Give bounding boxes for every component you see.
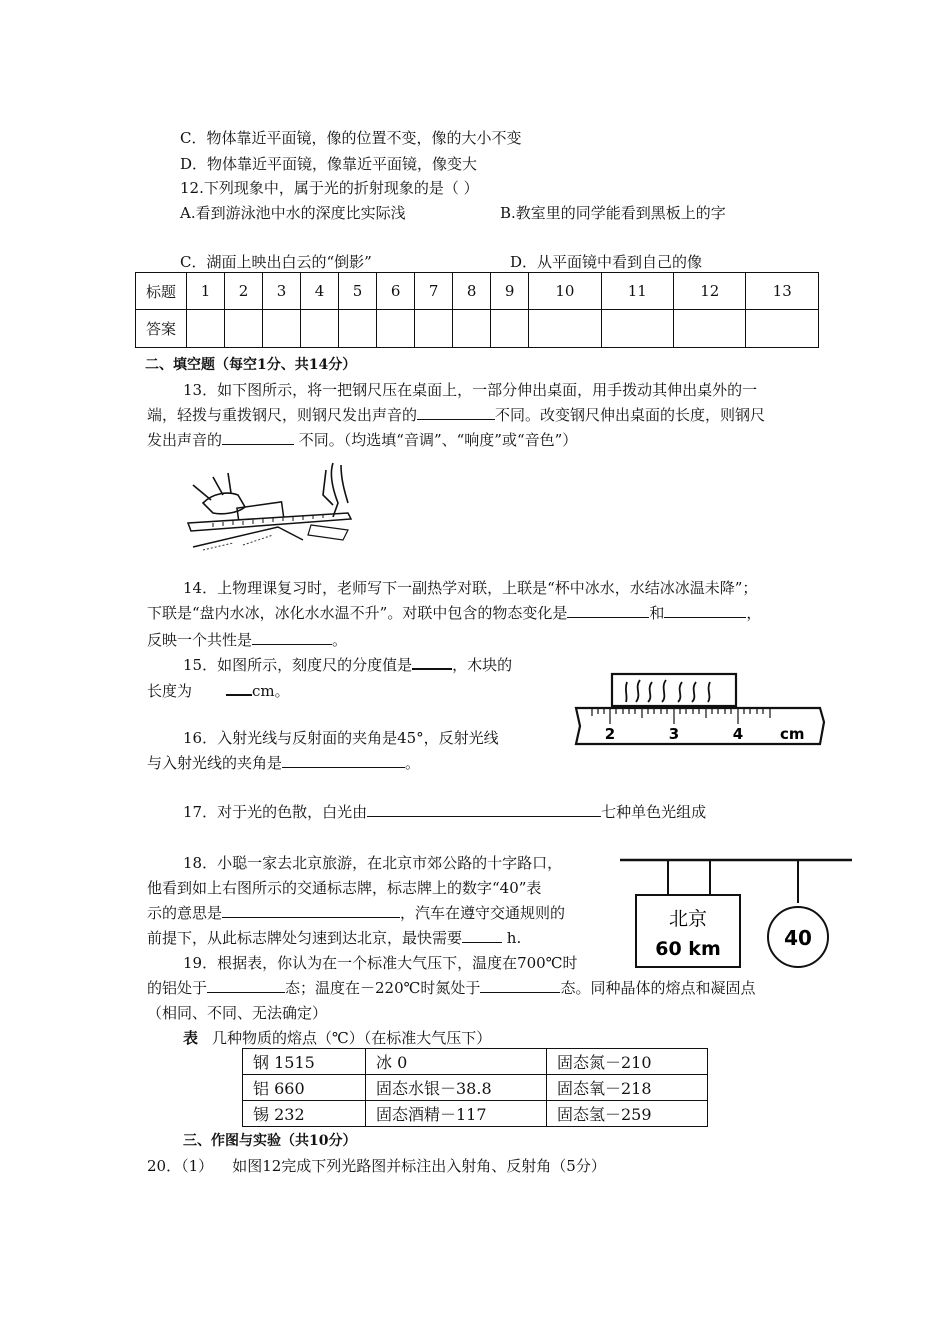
q15-blank-1[interactable] <box>412 654 452 670</box>
melting-table-caption-text: 几种物质的熔点（℃）（在标准大气压下） <box>212 1029 492 1047</box>
q15-blank-2[interactable] <box>226 680 252 696</box>
q19-blank-1[interactable] <box>207 978 285 993</box>
answer-table-number: 1 <box>187 273 225 310</box>
q14-line2-text-c: ， <box>746 604 762 622</box>
melting-cell: 铝 660 <box>243 1075 366 1101</box>
q12-option-a: A.看到游泳池中水的深度比实际浅 <box>180 204 406 222</box>
q16-line2 <box>147 753 420 773</box>
answer-cell[interactable] <box>529 310 601 348</box>
q14-line2-text-a: 下联是“盘内水冰，冰化水水温不升”。对联中包含的物态变化是 <box>147 604 568 622</box>
ruler-label-3: 3 <box>668 725 680 743</box>
q14-blank-3[interactable] <box>252 630 332 645</box>
q20-text: 20．（1） 如图12完成下列光路图并标注出入射角、反射角（5分） <box>147 1157 606 1175</box>
q11-option-d: D．物体靠近平面镜，像靠近平面镜，像变大 <box>180 155 478 173</box>
q16-line1: 16．入射光线与反射面的夹角是45°，反射光线 <box>183 729 499 747</box>
melting-cell: 固态水银－38.8 <box>366 1075 547 1101</box>
traffic-sign-figure <box>620 855 855 975</box>
q15-line2 <box>147 680 290 701</box>
melting-cell: 固态氢－259 <box>547 1101 708 1127</box>
answer-table-title-label: 标题 <box>136 273 187 310</box>
answer-cell[interactable] <box>601 310 673 348</box>
q12-option-b: B.教室里的同学能看到黑板上的字 <box>500 204 726 222</box>
answer-cell[interactable] <box>491 310 529 348</box>
melting-cell: 固态酒精－117 <box>366 1101 547 1127</box>
q15-line1-text-a: 15．如图所示，刻度尺的分度值是 <box>183 656 413 674</box>
q18-blank-1[interactable] <box>222 903 400 918</box>
answer-table <box>135 272 819 348</box>
section2-heading: 二、填空题（每空1分、共14分） <box>145 357 357 373</box>
q18-line1: 18．小聪一家去北京旅游，在北京市郊公路的十字路口， <box>183 854 563 872</box>
melting-cell: 钢 1515 <box>243 1049 366 1075</box>
q15-line2-text-a: 长度为 <box>147 682 193 700</box>
answer-table-number: 11 <box>601 273 673 310</box>
answer-cell[interactable] <box>377 310 415 348</box>
q11-option-c: C．物体靠近平面镜，像的位置不变，像的大小不变 <box>180 129 522 147</box>
q19-line1: 19．根据表，你认为在一个标准大气压下，温度在700℃时 <box>183 954 578 972</box>
q19-line2-text-c: 态。同种晶体的熔点和凝固点 <box>560 979 756 997</box>
melting-cell: 固态氮－210 <box>547 1049 708 1075</box>
answer-table-number: 10 <box>529 273 601 310</box>
answer-table-number: 2 <box>225 273 263 310</box>
melting-cell: 固态氧－218 <box>547 1075 708 1101</box>
q19-blank-2[interactable] <box>480 978 560 993</box>
q17-blank[interactable] <box>367 802 601 817</box>
q13-line2 <box>147 405 765 425</box>
q18-line3 <box>147 903 565 923</box>
q15-line2-text-b: cm。 <box>252 682 290 700</box>
answer-table-number: 8 <box>453 273 491 310</box>
answer-cell[interactable] <box>339 310 377 348</box>
sign-city: 北京 <box>668 908 708 930</box>
q17-line <box>183 802 706 822</box>
steel-ruler-figure <box>183 455 358 555</box>
answer-cell[interactable] <box>225 310 263 348</box>
answer-table-number: 13 <box>746 273 819 310</box>
q14-line2 <box>147 603 761 623</box>
q18-line2: 他看到如上右图所示的交通标志牌，标志牌上的数字“40”表 <box>147 879 542 897</box>
ruler-unit: cm <box>780 725 805 743</box>
q14-line1: 14．上物理课复习时，老师写下一副热学对联，上联是“杯中冰水，水结冰冰温未降”； <box>183 579 758 597</box>
answer-table-number: 3 <box>263 273 301 310</box>
q13-line3-text-a: 发出声音的 <box>147 431 223 449</box>
q12-option-c: C．湖面上映出白云的“倒影” <box>180 253 372 271</box>
q19-line2-text-b: 态；温度在－220℃时氮处于 <box>285 979 481 997</box>
q19-line2 <box>147 978 755 998</box>
q14-blank-1[interactable] <box>567 603 649 618</box>
q14-line3-text-a: 反映一个共性是 <box>147 631 253 649</box>
section3-heading: 三、作图与实验（共10分） <box>183 1133 357 1149</box>
q18-line4-text-a: 前提下，从此标志牌处匀速到达北京，最快需要 <box>147 929 463 947</box>
q18-line3-text-a: 示的意思是 <box>147 904 223 922</box>
answer-table-number: 6 <box>377 273 415 310</box>
q12-stem: 12.下列现象中，属于光的折射现象的是（ ） <box>180 179 479 197</box>
q15-line1 <box>183 654 512 675</box>
answer-cell[interactable] <box>453 310 491 348</box>
q13-line2-text-a: 端，轻拨与重拨钢尺，则钢尺发出声音的 <box>147 406 418 424</box>
ruler-figure <box>572 668 832 750</box>
q16-blank[interactable] <box>282 753 405 768</box>
ruler-label-2: 2 <box>604 725 616 743</box>
answer-table-number: 4 <box>301 273 339 310</box>
q19-line2-text-a: 的铝处于 <box>147 979 208 997</box>
answer-table-answer-label: 答案 <box>136 310 187 348</box>
melting-table-caption-label: 表 <box>183 1029 199 1047</box>
q13-line3-text-b: 不同。（均选填“音调”、“响度”或“音色”） <box>294 431 578 449</box>
answer-cell[interactable] <box>187 310 225 348</box>
q16-line2-text-b: 。 <box>405 754 421 772</box>
answer-cell[interactable] <box>301 310 339 348</box>
answer-table-number: 9 <box>491 273 529 310</box>
q14-line3-text-b: 。 <box>332 631 348 649</box>
q18-line3-text-b: ，汽车在遵守交通规则的 <box>400 904 566 922</box>
q13-blank-1[interactable] <box>417 405 495 420</box>
q17-text-b: 七种单色光组成 <box>601 803 707 821</box>
answer-cell[interactable] <box>263 310 301 348</box>
answer-table-number: 12 <box>674 273 746 310</box>
answer-cell[interactable] <box>746 310 819 348</box>
q15-line1-text-b: ，木块的 <box>452 656 513 674</box>
answer-table-number: 5 <box>339 273 377 310</box>
q19-line3: （相同、不同、无法确定） <box>147 1004 328 1022</box>
melting-cell: 锡 232 <box>243 1101 366 1127</box>
q16-line2-text-a: 与入射光线的夹角是 <box>147 754 283 772</box>
sign-speed-limit: 40 <box>784 926 812 950</box>
q14-line3 <box>147 630 347 650</box>
melting-cell: 冰 0 <box>366 1049 547 1075</box>
q17-text-a: 17．对于光的色散，白光由 <box>183 803 368 821</box>
q14-blank-2[interactable] <box>664 603 746 618</box>
q13-line3 <box>147 430 577 450</box>
answer-cell[interactable] <box>415 310 453 348</box>
sign-distance: 60 km <box>655 938 721 960</box>
q13-blank-2[interactable] <box>222 430 294 445</box>
q18-line4-text-b: h. <box>502 929 522 947</box>
q12-option-d: D．从平面镜中看到自己的像 <box>510 253 703 271</box>
q14-line2-text-b: 和 <box>649 604 665 622</box>
ruler-label-4: 4 <box>732 725 744 743</box>
melting-point-table <box>242 1048 708 1127</box>
q18-blank-2[interactable] <box>462 928 502 943</box>
q18-line4 <box>147 928 521 948</box>
q13-line1: 13．如下图所示，将一把钢尺压在桌面上，一部分伸出桌面，用手拨动其伸出桌外的一 <box>183 381 758 399</box>
q13-line2-text-b: 不同。改变钢尺伸出桌面的长度，则钢尺 <box>495 406 766 424</box>
answer-cell[interactable] <box>674 310 746 348</box>
answer-table-number: 7 <box>415 273 453 310</box>
melting-table-caption <box>183 1028 491 1048</box>
